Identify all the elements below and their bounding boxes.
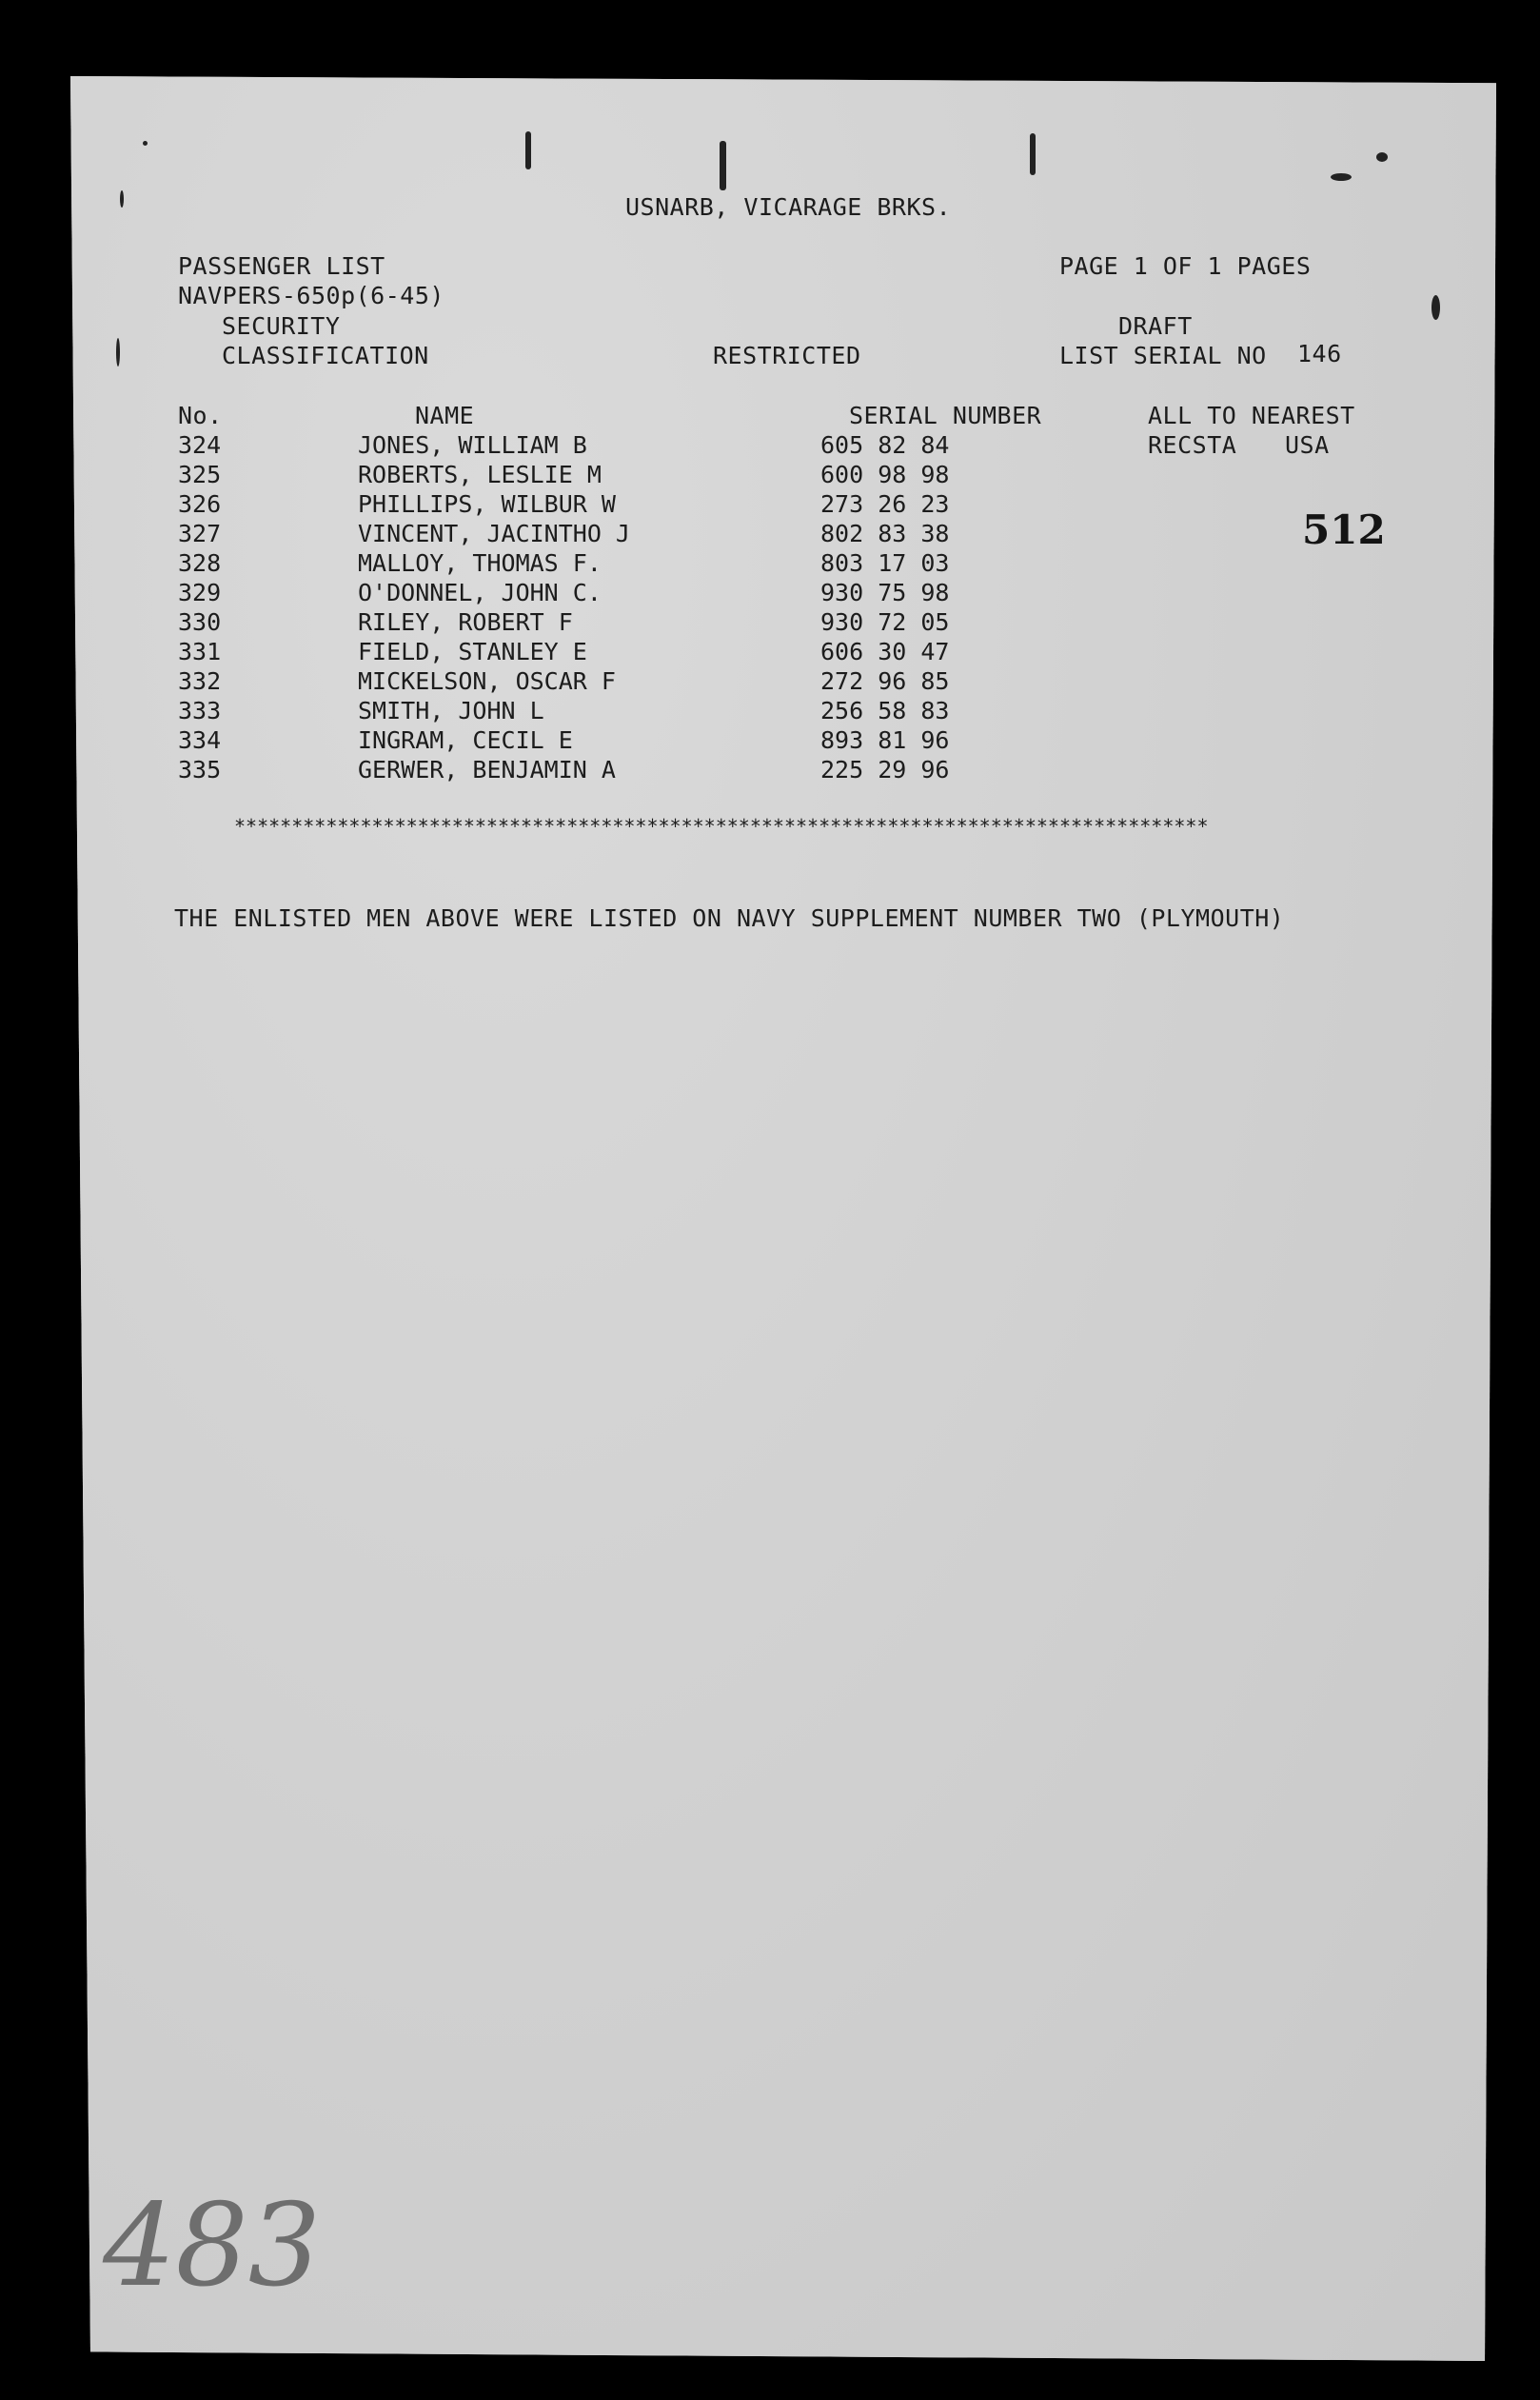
row-serial-number: 272 96 85 <box>820 667 950 695</box>
col-header-name: NAME <box>415 402 475 429</box>
row-number: 333 <box>178 697 222 724</box>
punch-mark <box>525 131 531 169</box>
stamp-number: 512 <box>1302 506 1386 553</box>
row-name: O'DONNEL, JOHN C. <box>358 579 602 606</box>
classification-value: RESTRICTED <box>713 342 861 369</box>
row-number: 326 <box>178 490 222 518</box>
row-name: MICKELSON, OSCAR F <box>358 667 616 695</box>
destination-recsta: RECSTA <box>1148 431 1237 459</box>
ink-speck <box>1431 295 1440 320</box>
destination-usa: USA <box>1285 431 1330 459</box>
ink-speck <box>1331 173 1352 181</box>
ink-speck <box>116 338 120 367</box>
separator-line: ************************************************************************************* <box>234 815 1209 838</box>
list-type: PASSENGER LIST <box>178 252 385 280</box>
security-label: SECURITY <box>222 312 341 340</box>
footer-note: THE ENLISTED MEN ABOVE WERE LISTED ON NAVY SUPPLEMENT NUMBER TWO (PLYMOUTH) <box>174 904 1285 932</box>
col-header-serial: SERIAL NUMBER <box>849 402 1042 429</box>
row-number: 329 <box>178 579 222 606</box>
col-header-destination: ALL TO NEAREST <box>1148 402 1355 429</box>
row-serial-number: 930 72 05 <box>820 608 950 636</box>
row-serial-number: 225 29 96 <box>820 756 950 783</box>
row-serial-number: 803 17 03 <box>820 549 950 577</box>
row-number: 334 <box>178 726 222 754</box>
row-number: 332 <box>178 667 222 695</box>
list-serial-label: LIST SERIAL NO <box>1059 342 1267 369</box>
ink-speck <box>143 141 148 146</box>
ink-speck <box>120 190 124 208</box>
row-number: 328 <box>178 549 222 577</box>
punch-mark <box>720 141 726 190</box>
form-number: NAVPERS-650p(6-45) <box>178 282 444 309</box>
row-serial-number: 600 98 98 <box>820 461 950 488</box>
row-serial-number: 273 26 23 <box>820 490 950 518</box>
row-serial-number: 606 30 47 <box>820 638 950 665</box>
row-number: 325 <box>178 461 222 488</box>
row-name: ROBERTS, LESLIE M <box>358 461 602 488</box>
document-title: USNARB, VICARAGE BRKS. <box>625 193 952 221</box>
row-name: JONES, WILLIAM B <box>358 431 587 459</box>
col-header-no: No. <box>178 402 223 429</box>
row-number: 331 <box>178 638 222 665</box>
row-name: MALLOY, THOMAS F. <box>358 549 602 577</box>
row-name: GERWER, BENJAMIN A <box>358 756 616 783</box>
row-serial-number: 930 75 98 <box>820 579 950 606</box>
row-number: 324 <box>178 431 222 459</box>
row-name: SMITH, JOHN L <box>358 697 544 724</box>
row-serial-number: 802 83 38 <box>820 520 950 547</box>
row-name: RILEY, ROBERT F <box>358 608 573 636</box>
row-name: PHILLIPS, WILBUR W <box>358 490 616 518</box>
row-number: 327 <box>178 520 222 547</box>
row-serial-number: 893 81 96 <box>820 726 950 754</box>
row-name: FIELD, STANLEY E <box>358 638 587 665</box>
draft-label: DRAFT <box>1118 312 1193 340</box>
row-name: INGRAM, CECIL E <box>358 726 573 754</box>
row-name: VINCENT, JACINTHO J <box>358 520 630 547</box>
row-number: 335 <box>178 756 222 783</box>
ink-speck <box>1376 152 1388 162</box>
row-number: 330 <box>178 608 222 636</box>
punch-mark <box>1030 133 1036 175</box>
page-info: PAGE 1 OF 1 PAGES <box>1059 252 1312 280</box>
row-serial-number: 256 58 83 <box>820 697 950 724</box>
list-serial-value: 146 <box>1297 340 1342 367</box>
row-serial-number: 605 82 84 <box>820 431 950 459</box>
handwritten-number: 483 <box>103 2180 322 2312</box>
classification-label: CLASSIFICATION <box>222 342 429 369</box>
